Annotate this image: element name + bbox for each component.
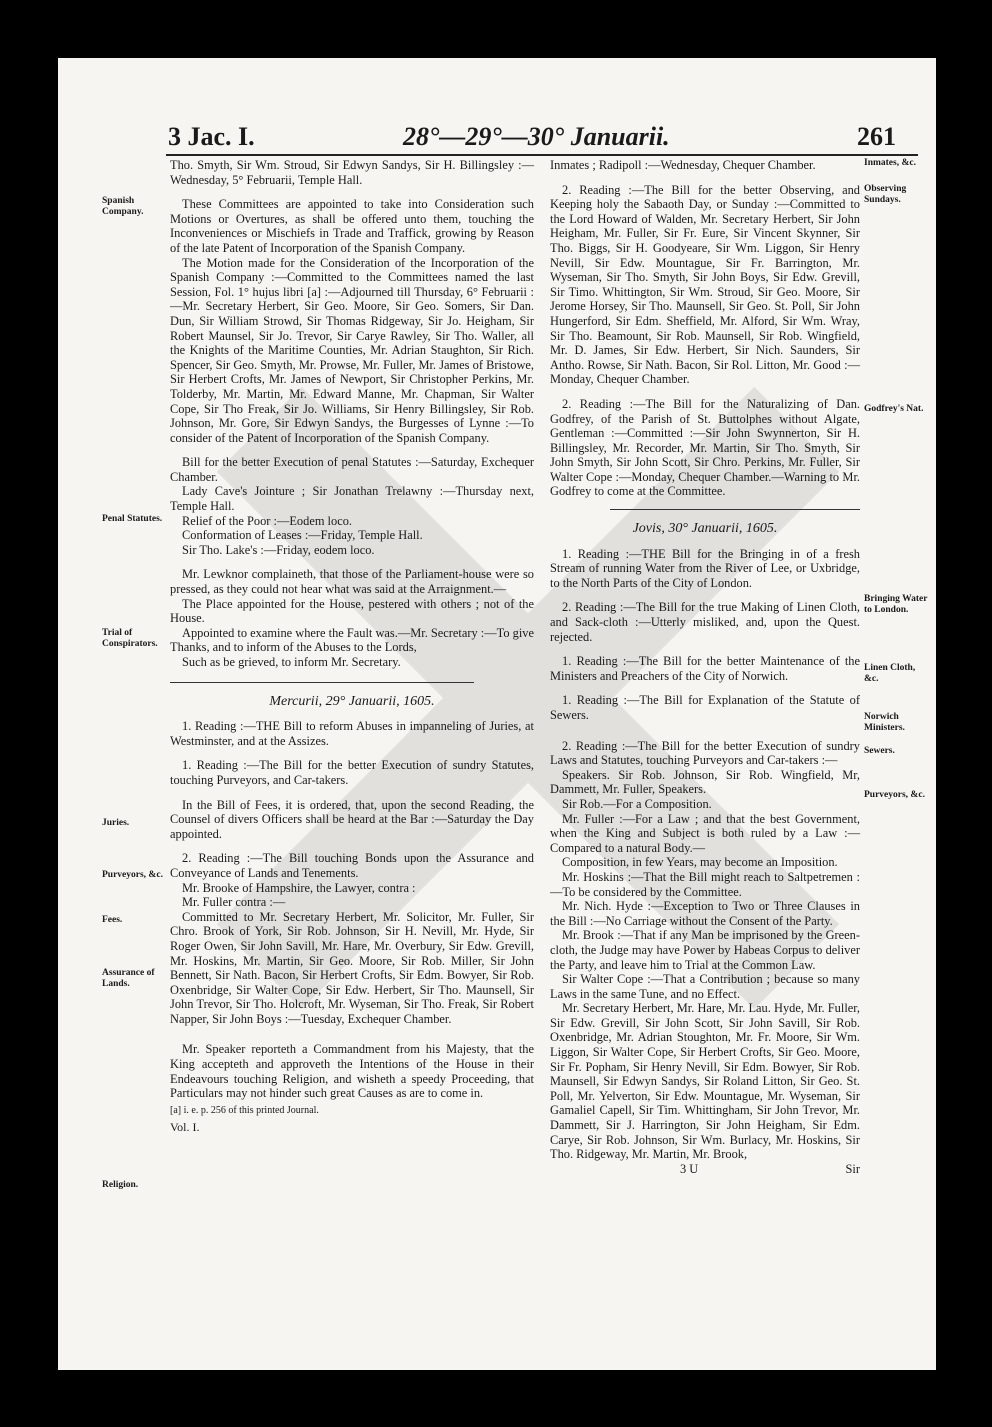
margin-note-left: Purveyors, &c. bbox=[102, 870, 163, 880]
signature-mark: 3 U bbox=[680, 1161, 699, 1176]
section-rule bbox=[610, 509, 860, 510]
running-header bbox=[58, 122, 936, 156]
paragraph: 1. Reading :—THE Bill to reform Abuses in impanneling of Juries, at Westminster, and at the Assizes. bbox=[170, 719, 534, 748]
paragraph: Speakers. Sir Rob. Johnson, Sir Rob. Wingfield, Mr, Dammett, Mr. Fuller, Speakers. bbox=[550, 767, 860, 797]
paragraph: These Committees are appointed to take into Consideration such Motions or Overtures, as shall be offered unto them, touching the Inconveniences or Mischiefs in Trade and Traffick, growing by Reason of the late Patent of Incorporation of the Spanish Company. bbox=[170, 197, 534, 255]
section-heading-mercurii: Mercurii, 29° Januarii, 1605. bbox=[269, 693, 435, 709]
margin-note-left: Assurance of Lands. bbox=[102, 968, 155, 989]
paragraph: The Place appointed for the House, pestered with others ; not of the House. bbox=[170, 596, 534, 626]
paragraph: Sir Tho. Lake's :—Friday, eodem loco. bbox=[182, 542, 375, 557]
paragraph: Mr. Hoskins :—That the Bill might reach to Saltpetremen :—To be considered by the Committee. bbox=[550, 869, 860, 899]
paragraph: Mr. Lewknor complaineth, that those of the Parliament-house were so pressed, as they could not hear what was said at the Arraignment.— bbox=[170, 567, 534, 597]
margin-note-left: Penal Statutes. bbox=[102, 514, 163, 524]
paragraph: Relief of the Poor :—Eodem loco. bbox=[182, 513, 352, 528]
paragraph: Mr. Brooke of Hampshire, the Lawyer, contra : bbox=[182, 880, 416, 895]
paragraph: 1. Reading :—The Bill for Explanation of the Statute of Sewers. bbox=[550, 693, 860, 722]
paragraph: Mr. Fuller :—For a Law ; and that the best Government, when the King and Subject is both ruled by a Law :—Compared to a natural Body.— bbox=[550, 811, 860, 855]
margin-note-right: Sewers. bbox=[864, 746, 895, 756]
volume-mark: Vol. I. bbox=[170, 1119, 200, 1134]
paragraph: 2. Reading :—The Bill for the better Observing, and Keeping holy the Sabaoth Day, or Sunday :—Committed to the Lord Howard of Walden, Mr. Secretary Herbert, Sir John Heigham, Mr. Fuller, Sir Fr. Eure, Sir Vincent Skynner, Sir Tho. Biggs, Sir H. Goodyeare, Sir Wm. Liggon, Sir Henry Nevill, Sir Edw. Mountague, Sir Fr. Barrington, Mr. Wyseman, Sir Tho. Smyth, Sir John Boys, Sir Edw. Grevill, Sir Timo. Whittington, Sir Wm. Stroud, Sir Geo. Moore, Sir Jerome Horsey, Sir Tho. Maunsell, Sir Geo. St. Poll, Sir John Hungerford, Sir Edm. Sheffield, Mr. Alford, Sir Wm. Wray, Sir Tho. Beamount, Sir Rob. Maunsell, Sir Rob. Wingfield, Mr. D. James, Sir Edw. Herbert, Sir Nich. Saunders, Sir Antho. Rowse, Sir Nath. Bacon, Sir Rol. Litton, Mr. Good :—Monday, Chequer Chamber. bbox=[550, 182, 860, 387]
paragraph: 1. Reading :—The Bill for the better Execution of sundry Statutes, touching Purveyors, and Car-takers. bbox=[170, 758, 534, 787]
left-column bbox=[170, 158, 534, 1133]
paragraph: Such as be grieved, to inform Mr. Secretary. bbox=[182, 655, 401, 669]
header-rule bbox=[166, 154, 918, 156]
paragraph: Committed to Mr. Secretary Herbert, Mr. Solicitor, Mr. Fuller, Sir Chro. Brook of York, Sir Rob. Johnson, Sir H. Nevill, Mr. Hyde, Sir Roger Owen, Sir John Savill, Mr. Hare, Mr. Overbury, Sir Edw. Grevill, Mr. Hoskins, Mr. Martin, Sir Geo. Moore, Sir Rob. Miller, Sir John Bennett, Sir Nath. Bacon, Sir Herbert Crofts, Sir Edm. Bowyer, Sir Rob. Oxenbridge, Sir Walter Cope, Sir Edw. Herbert, Sir Tho. Maunsell, Sir John Trevor, Sir Tho. Holcroft, Mr. Wyseman, Sir Tho. Freak, Sir Robert Napper, Sir John Boys :—Tuesday, Exchequer Chamber. bbox=[170, 909, 534, 1026]
margin-note-right: Norwich Ministers. bbox=[864, 712, 905, 733]
margin-note-left: Religion. bbox=[102, 1180, 139, 1190]
paragraph: Tho. Smyth, Sir Wm. Stroud, Sir Edwyn Sandys, Sir H. Billingsley :—Wednesday, 5° Februarii, Temple Hall. bbox=[170, 158, 534, 187]
right-column bbox=[550, 158, 860, 1178]
paragraph: The Motion made for the Consideration of the Incorporation of the Spanish Company :—Committed to the Committees named the last Session, Fol. 1° hujus libri [a] :—Adjourned till Thursday, 6° Februarii :—Mr. Secretary Herbert, Sir Geo. Moore, Sir Geo. Somers, Sir Dan. Dun, Sir William Strowd, Sir Thomas Ridgeway, Sir Jo. Heigham, Sir Robert Maunsel, Sir Jo. Trevor, Sir Carye Rawley, Sir Tho. Waller, all the Knights of the Maritime Counties, Mr. Adrian Staughton, Sir Rich. Spencer, Sir Geo. Smyth, Mr. Prowse, Mr. Fuller, Mr. James of Bristowe, Sir Herbert Crofts, Mr. James of Newport, Sir Christopher Perkins, Mr. Tolderby, Mr. Martin, Mr. Edward Manne, Mr. Chapman, Sir Walter Cope, Sir Tho Freak, Sir Jo. Williams, Sir Henry Billingsley, Sir Rob. Johnson, Mr. Gore, Sir Edwyn Sandys, the Burgesses of Lynne :—To consider of the Patent of Incorporation of the Spanish Company. bbox=[170, 255, 534, 445]
paragraph: 1. Reading :—The Bill for the better Maintenance of the Ministers and Preachers of the City of Norwich. bbox=[550, 654, 860, 683]
paragraph: 2. Reading :—The Bill for the Naturalizing of Dan. Godfrey, of the Parish of St. Buttolphes without Algate, Gentleman :—Committed :—Sir John Swynnerton, Sir H. Billingsley, Mr. Recorder, Mr. Martin, Sir Tho. Smyth, Sir John Smyth, Sir John Scott, Sir Chro. Perkins, Mr. Fuller, Sir Walter Cope :—Monday, Chequer Chamber.—Warning to Mr. Godfrey to come at the Committee. bbox=[550, 396, 860, 499]
page-number: 261 bbox=[857, 122, 896, 151]
paragraph: Bill for the better Execution of penal Statutes :—Saturday, Exchequer Chamber. bbox=[170, 455, 534, 484]
paragraph: Composition, in few Years, may become an Imposition. bbox=[562, 855, 838, 870]
section-heading-jovis: Jovis, 30° Januarii, 1605. bbox=[632, 521, 778, 537]
catchword: Sir bbox=[845, 1161, 860, 1176]
margin-note-right: Godfrey's Nat. bbox=[864, 404, 924, 414]
paragraph: Lady Cave's Jointure ; Sir Jonathan Trelawny :—Thursday next, Temple Hall. bbox=[170, 484, 534, 514]
paragraph: 2. Reading :—The Bill for the better Execution of sundry Laws and Statutes, touching Purveyors and Car-takers :— bbox=[550, 738, 860, 768]
margin-note-right: Purveyors, &c. bbox=[864, 790, 925, 800]
paragraph: Mr. Nich. Hyde :—Exception to Two or Three Clauses in the Bill :—No Carriage without the Consent of the Party. bbox=[550, 899, 860, 928]
footnote: [a] i. e. p. 256 of this printed Journal. bbox=[170, 1104, 319, 1116]
paragraph: Appointed to examine where the Fault was.—Mr. Secretary :—To give Thanks, and to inform of the Abuses to the Lords, bbox=[170, 625, 534, 655]
header-regnal-year: 3 Jac. I. bbox=[168, 122, 255, 151]
paragraph: Mr. Speaker reporteth a Commandment from his Majesty, that the King accepteth and approveth the Intentions of the House in their Endeavours touching Religion, and wisheth a speedy Proceeding, that Particulars may not hinder such great Causes as are to come in. bbox=[170, 1042, 534, 1101]
paragraph: 2. Reading :—The Bill for the true Making of Linen Cloth, and Sack-cloth :—Utterly misliked, and, upon the Quest. rejected. bbox=[550, 600, 860, 644]
paragraph: In the Bill of Fees, it is ordered, that, upon the second Reading, the Counsel of divers Officers shall be heard at the Bar :—Saturday the Day appointed. bbox=[170, 797, 534, 841]
paragraph: Mr. Secretary Herbert, Mr. Hare, Mr. Lau. Hyde, Mr. Fuller, Sir Edw. Grevill, Sir John Scott, Sir John Savill, Sir Rob. Oxenbridge, Mr. Adrian Stoughton, Mr. Fr. Moore, Sir Wm. Liggon, Sir Walter Cope, Sir Herbert Crofts, Sir Geo. Moore, Sir Fr. Popham, Sir Henry Nevill, Sir Edm. Bowyer, Sir Rob. Maunsell, Sir Edwyn Sandys, Sir Roland Litton, Sir Geo. St. Poll, Mr. Yelverton, Sir Edw. Mountague, Mr. Wyseman, Sir Gamaliel Capell, Sir Tim. Whittingham, Sir John Trevor, Mr. Dammett, Sir J. Harrington, Sir John Heigham, Sir Edm. Carye, Sir Rob. Johnson, Sir Wm. Burlacy, Mr. Hoskins, Sir Tho. Ridgeway, Mr. Martin, Mr. Brook, bbox=[550, 1001, 860, 1162]
section-rule bbox=[170, 682, 474, 683]
paragraph: 1. Reading :—THE Bill for the Bringing in of a fresh Stream of running Water from the River of Lee, or Uxbridge, to the North Parts of the City of London. bbox=[550, 546, 860, 590]
paragraph: Sir Walter Cope :—That a Contribution ; because so many Laws in the same Tune, and no Effect. bbox=[550, 972, 860, 1001]
paragraph: Mr. Brook :—That if any Man be imprisoned by the Green-cloth, the Judge may have Power by Habeas Corpus to deliver the Party, and leave him to Trial at the Common Law. bbox=[550, 928, 860, 972]
margin-note-right: Bringing Water to London. bbox=[864, 594, 928, 615]
paragraph: Sir Rob.—For a Composition. bbox=[562, 796, 712, 811]
paragraph: Mr. Fuller contra :— bbox=[182, 895, 286, 910]
margin-note-left: Spanish Company. bbox=[102, 196, 144, 217]
margin-note-left: Juries. bbox=[102, 818, 130, 828]
margin-note-right: Observing Sundays. bbox=[864, 184, 907, 205]
margin-note-left: Fees. bbox=[102, 915, 123, 925]
margin-note-left: Trial of Conspirators. bbox=[102, 628, 158, 649]
margin-note-right: Inmates, &c. bbox=[864, 158, 916, 168]
journal-page bbox=[58, 58, 936, 1370]
paragraph: Conformation of Leases :—Friday, Temple Hall. bbox=[182, 528, 423, 543]
paragraph: 2. Reading :—The Bill touching Bonds upon the Assurance and Conveyance of Lands and Tenements. bbox=[170, 851, 534, 880]
paragraph: Inmates ; Radipoll :—Wednesday, Chequer Chamber. bbox=[550, 158, 816, 172]
margin-note-right: Linen Cloth, &c. bbox=[864, 663, 916, 684]
header-dates: 28°—29°—30° Januarii. bbox=[403, 122, 670, 151]
